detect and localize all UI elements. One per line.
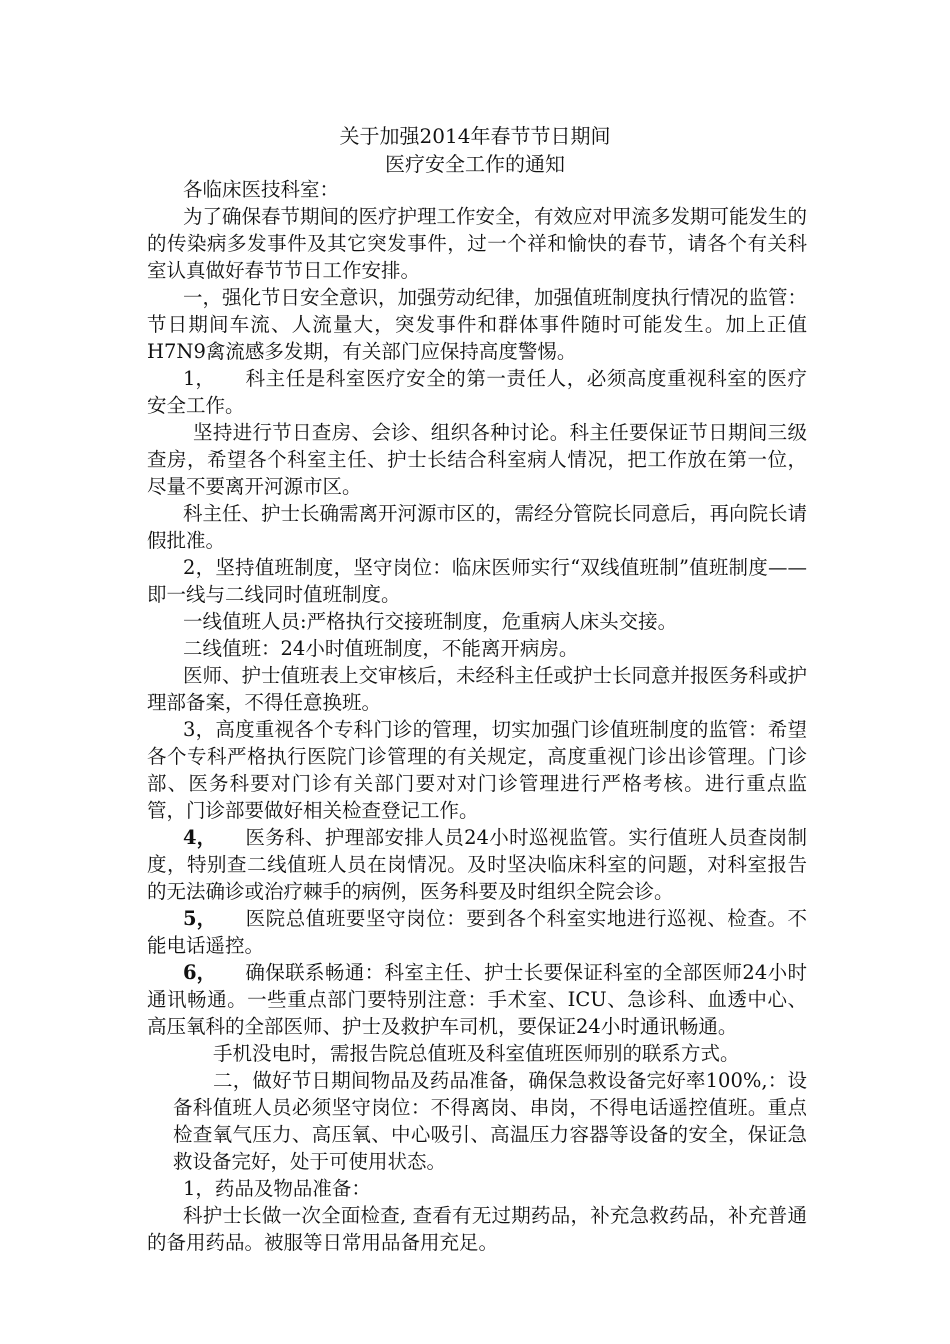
item-1-number: 1， (183, 367, 215, 390)
document-title-line-2: 医疗安全工作的通知 (385, 152, 565, 176)
paragraph-item-2-a: 一线值班人员:严格执行交接班制度，危重病人床头交接。 (183, 610, 678, 633)
document-title-line-1: 关于加强2014年春节节日期间 (339, 124, 611, 148)
paragraph-section-2: 二，做好节日期间物品及药品准备，确保急救设备完好率100%,：设备科值班人员必须坚守岗位：不得离岗、串岗，不得电话遥控值班。重点检查氧气压力、高压氧、中心吸引、高温压力容器等设备的安全，保证急救设备完好，处于可使用状态。 (173, 1069, 807, 1173)
paragraph-section-2-item-1-a: 科护士长做一次全面检查, 查看有无过期药品，补充急救药品，补充普通的备用药品。被服等日常用品备用充足。 (147, 1204, 807, 1254)
item-5-number: 5， (183, 907, 217, 930)
paragraph-item-4 (147, 824, 807, 905)
item-5-text: 医院总值班要坚守岗位：要到各个科室实地进行巡视、检查。不能电话遥控。 (147, 907, 807, 957)
paragraph-section-1: 一，强化节日安全意识，加强劳动纪律，加强值班制度执行情况的监管：节日期间车流、人流量大，突发事件和群体事件随时可能发生。加上正值H7N9禽流感多发期，有关部门应保持高度警惕。 (147, 286, 808, 363)
item-6-number: 6， (183, 961, 217, 984)
paragraph-intro: 为了确保春节期间的医疗护理工作安全，有效应对甲流多发期可能发生的的传染病多发事件及其它突发事件，过一个祥和愉快的春节，请各个有关科室认真做好春节节日工作安排。 (147, 205, 808, 282)
paragraph-section-2-item-1: 1，药品及物品准备： (183, 1177, 371, 1200)
paragraph-item-6 (147, 959, 807, 1040)
item-4-number: 4， (183, 826, 217, 849)
paragraph-item-6-a: 手机没电时，需报告院总值班及科室值班医师别的联系方式。 (213, 1042, 740, 1065)
paragraph-item-5 (147, 905, 807, 959)
paragraph-item-1-b: 科主任、护士长确需离开河源市区的，需经分管院长同意后，再向院长请假批准。 (147, 502, 808, 552)
item-1-text: 科主任是科室医疗安全的第一责任人，必须高度重视科室的医疗安全工作。 (147, 367, 807, 417)
addressee: 各临床医技科室： (183, 178, 340, 201)
paragraph-item-1 (147, 365, 807, 419)
paragraph-item-2: 2，坚持值班制度，坚守岗位：临床医师实行“双线值班制”值班制度——即一线与二线同时值班制度。 (147, 556, 807, 606)
paragraph-item-2-c: 医师、护士值班表上交审核后，未经科主任或护士长同意并报医务科或护理部备案，不得任意换班。 (147, 664, 808, 714)
paragraph-item-2-b: 二线值班：24小时值班制度，不能离开病房。 (183, 637, 579, 660)
item-4-text: 医务科、护理部安排人员24小时巡视监管。实行值班人员查岗制度，特别查二线值班人员在岗情况。及时坚决临床科室的问题，对科室报告的无法确诊或治疗棘手的病例，医务科要及时组织全院会诊。 (147, 826, 807, 903)
item-6-text: 确保联系畅通：科室主任、护士长要保证科室的全部医师24小时通讯畅通。一些重点部门要特别注意：手术室、ICU、急诊科、血透中心、高压氧科的全部医师、护士及救护车司机，要保证24小时通讯畅通。 (147, 961, 807, 1038)
paragraph-item-3: 3，高度重视各个专科门诊的管理，切实加强门诊值班制度的监管：希望各个专科严格执行医院门诊管理的有关规定，高度重视门诊出诊管理。门诊部、医务科要对门诊有关部门要对对门诊管理进行严格考核。进行重点监管，门诊部要做好相关检查登记工作。 (147, 718, 807, 822)
document-body (147, 176, 807, 1256)
paragraph-item-1-a: 坚持进行节日查房、会诊、组织各种讨论。科主任要保证节日期间三级查房，希望各个科室主任、护士长结合科室病人情况，把工作放在第一位，尽量不要离开河源市区。 (147, 421, 807, 498)
